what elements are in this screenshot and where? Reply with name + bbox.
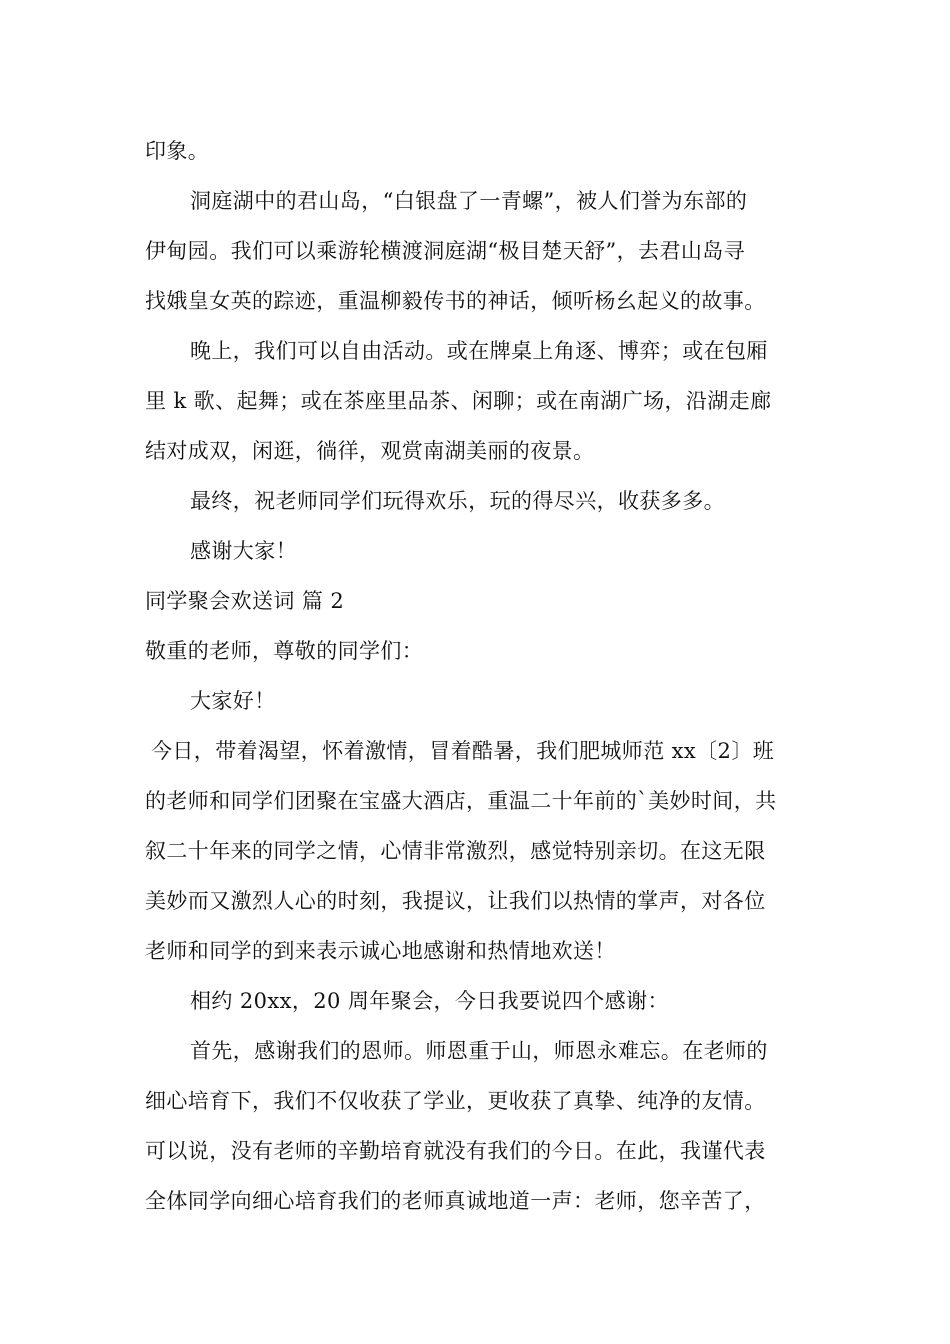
text-line: 找娥皇女英的踪迹，重温柳毅传书的神话，倾听杨幺起义的故事。 bbox=[145, 289, 766, 313]
greeting: 大家好！ bbox=[190, 689, 276, 713]
paragraph-line: 晚上，我们可以自由活动。或在牌桌上角逐、博弈；或在包厢 bbox=[190, 339, 768, 363]
paragraph-line: 感谢大家！ bbox=[190, 539, 297, 563]
text-line: 结对成双，闲逛，徜徉，观赏南湖美丽的夜景。 bbox=[145, 439, 595, 463]
text-line: 细心培育下，我们不仅收获了学业，更收获了真挚、纯净的友情。 bbox=[145, 1089, 766, 1113]
text-line: 里 k 歌、起舞；或在茶座里品茶、闲聊；或在南湖广场，沿湖走廊 bbox=[145, 389, 772, 413]
paragraph-line: 洞庭湖中的君山岛，“白银盘了一青螺”，被人们誉为东部的 bbox=[190, 189, 748, 213]
text-line: 全体同学向细心培育我们的老师真诚地道一声：老师，您辛苦了， bbox=[145, 1189, 766, 1213]
text-line: 的老师和同学们团聚在宝盛大酒店，重温二十年前的`美妙时间，共 bbox=[145, 789, 777, 813]
paragraph-line: 最终，祝老师同学们玩得欢乐，玩的得尽兴，收获多多。 bbox=[190, 489, 725, 513]
paragraph-line: 相约 20xx，20 周年聚会，今日我要说四个感谢： bbox=[190, 989, 669, 1013]
salutation: 敬重的老师，尊敬的同学们： bbox=[145, 639, 424, 663]
paragraph-line: 今日，带着渴望，怀着激情，冒着酷暑，我们肥城师范 xx〔2〕班 bbox=[151, 739, 775, 763]
text-line: 可以说，没有老师的辛勤培育就没有我们的今日。在此，我谨代表 bbox=[145, 1139, 766, 1163]
text-line: 印象。 bbox=[145, 139, 210, 163]
text-line: 美妙而又激烈人心的时刻，我提议，让我们以热情的掌声，对各位 bbox=[145, 889, 766, 913]
text-line: 叙二十年来的同学之情，心情非常激烈，感觉特别亲切。在这无限 bbox=[145, 839, 766, 863]
section-heading: 同学聚会欢送词 篇 2 bbox=[145, 589, 345, 613]
text-line: 老师和同学的到来表示诚心地感谢和热情地欢送！ bbox=[145, 939, 616, 963]
text-line: 伊甸园。我们可以乘游轮横渡洞庭湖“极目楚天舒”，去君山岛寻 bbox=[145, 239, 746, 263]
paragraph-line: 首先，感谢我们的恩师。师恩重于山，师恩永难忘。在老师的 bbox=[190, 1039, 768, 1063]
